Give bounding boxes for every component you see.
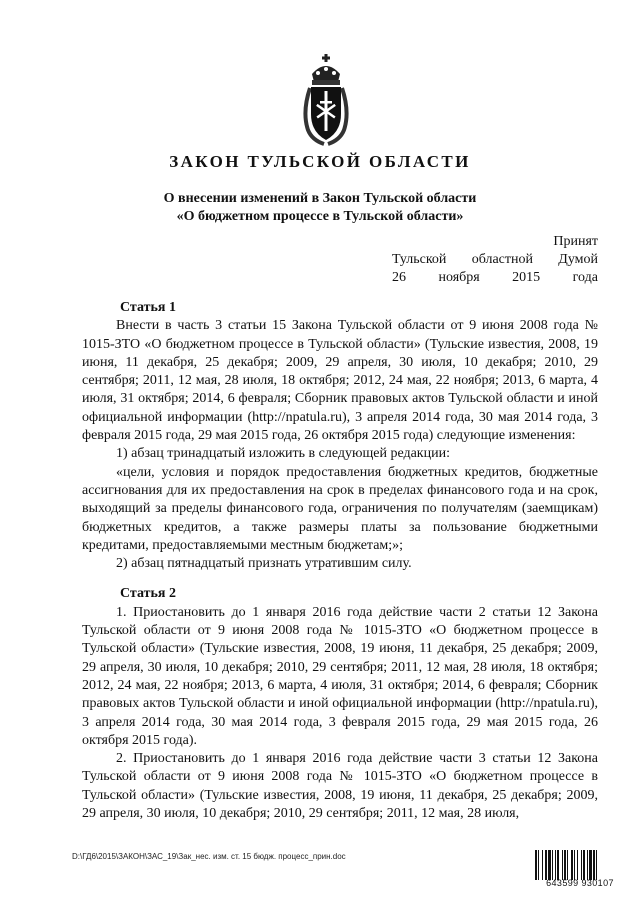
adoption-date-row [392, 269, 598, 287]
barcode-stripe [574, 850, 575, 880]
adoption-date-part: 26 [392, 270, 406, 285]
barcode-stripe [564, 850, 566, 880]
spacer [82, 573, 598, 585]
adopted-by-row [392, 251, 598, 269]
barcode-stripe [535, 850, 537, 880]
barcode-stripe [555, 850, 556, 880]
barcode-stripe [577, 850, 578, 880]
adopted-by-word: областной [471, 252, 533, 267]
article-heading: Статья 2 [120, 586, 176, 602]
barcode-stripe [596, 850, 597, 880]
article-paragraph: 1. Приостановить до 1 января 2016 года действие части 2 статьи 12 Закона Тульской области от 9 июня 2008 года № 1015-ЗТО «О бюджетном процессе в Тульской области» (Тульские известия, 2008, 19 июня, 11 декабря, 25 декабря; 2009, 29 апреля, 30 июля, 10 декабря; 2010, 29 сентября; 2011, 12 мая, 28 июля, 18 октября; 2012, 24 мая, 22 ноября; 2013, 6 марта, 4 июля, 31 октября; 2014, 6 февраля; Сборник правовых актов Тульской области и иной официальной информации (http://npatula.ru), 3 апреля 2014 года, 30 мая 2014 года, 3 февраля 2015 года, 29 мая 2015 года, 26 октября 2015 года). [82, 604, 598, 748]
adopted-label: Принят [553, 234, 598, 249]
barcode-stripe [587, 850, 588, 880]
barcode-stripe [571, 850, 573, 880]
article-paragraph: 2) абзац пятнадцатый признать утратившим силу. [116, 556, 412, 572]
adopted-by-word: Думой [558, 252, 598, 267]
law-subtitle [0, 190, 640, 226]
adoption-date-part: года [572, 270, 598, 285]
subtitle-line: «О бюджетном процессе в Тульской области» [176, 209, 464, 224]
barcode-number: 643599 930107 [546, 878, 614, 888]
tula-coat-of-arms-icon [298, 52, 354, 148]
adoption-date-part: ноября [438, 270, 480, 285]
barcode-icon [534, 850, 626, 880]
article-paragraph: 1) абзац тринадцатый изложить в следующей редакции: [116, 446, 450, 462]
file-path: D:\ГД6\2015\ЗАКОН\ЗАС_19\Зак_нес. изм. ст. 15 бюдж. процесс_прин.doc [72, 852, 346, 861]
article-paragraph: 2. Приостановить до 1 января 2016 года действие части 3 статьи 12 Закона Тульской области от 9 июня 2008 года № 1015-ЗТО «О бюджетном процессе в Тульской области» (Тульские известия, 2008, 19 июня, 11 декабря, 25 декабря; 2009, 29 апреля, 30 июля, 10 декабря; 2010, 29 сентября; 2011, 12 мая, 28 июля, [82, 751, 598, 822]
adopted-by-word: Тульской [392, 252, 447, 267]
barcode-stripe [552, 850, 553, 880]
barcode-stripe [589, 850, 592, 880]
barcode-stripe [542, 850, 543, 880]
barcode-stripe [593, 850, 595, 880]
barcode-stripe [548, 850, 551, 880]
barcode-stripe [567, 850, 568, 880]
barcode-stripe [581, 850, 582, 880]
adoption-block [392, 233, 598, 287]
barcode-stripe [545, 850, 547, 880]
barcode-stripe [557, 850, 559, 880]
article-paragraph: Внести в часть 3 статьи 15 Закона Тульской области от 9 июня 2008 года № 1015-ЗТО «О бюджетном процессе в Тульской области» (Тульские известия, 2008, 19 июня, 11 декабря, 25 декабря; 2009, 29 апреля, 30 июля, 10 декабря; 2010, 29 сентября; 2011, 12 мая, 28 июля, 18 октября; 2012, 24 мая, 22 ноября; 2013, 6 марта, 4 июля, 31 октября; 2014, 6 февраля; Сборник правовых актов Тульской области и иной официальной информации (http://npatula.ru), 3 апреля 2014 года, 30 мая 2014 года, 3 февраля 2015 года, 29 мая 2015 года, 26 октября 2015 года) следующие изменения: [82, 318, 598, 444]
law-body [82, 299, 598, 823]
barcode-stripe [583, 850, 585, 880]
article-heading: Статья 1 [120, 300, 176, 315]
barcode-stripe [538, 850, 539, 880]
subtitle-line: О внесении изменений в Закон Тульской области [163, 191, 477, 206]
barcode-stripe [562, 850, 563, 880]
article-paragraph: «цели, условия и порядок предоставления бюджетных кредитов, бюджетные ассигнования для их предоставления на срок в пределах финансового года и на срок, выходящий за пределы финансового года, ограничения по получателям (заемщикам) бюджетных кредитов, а также размеры платы за пользование бюджетными кредитами, предоставляемыми местным бюджетам;»; [82, 464, 598, 553]
law-title: ЗАКОН ТУЛЬСКОЙ ОБЛАСТИ [169, 152, 471, 171]
adoption-date-part: 2015 [512, 270, 541, 285]
